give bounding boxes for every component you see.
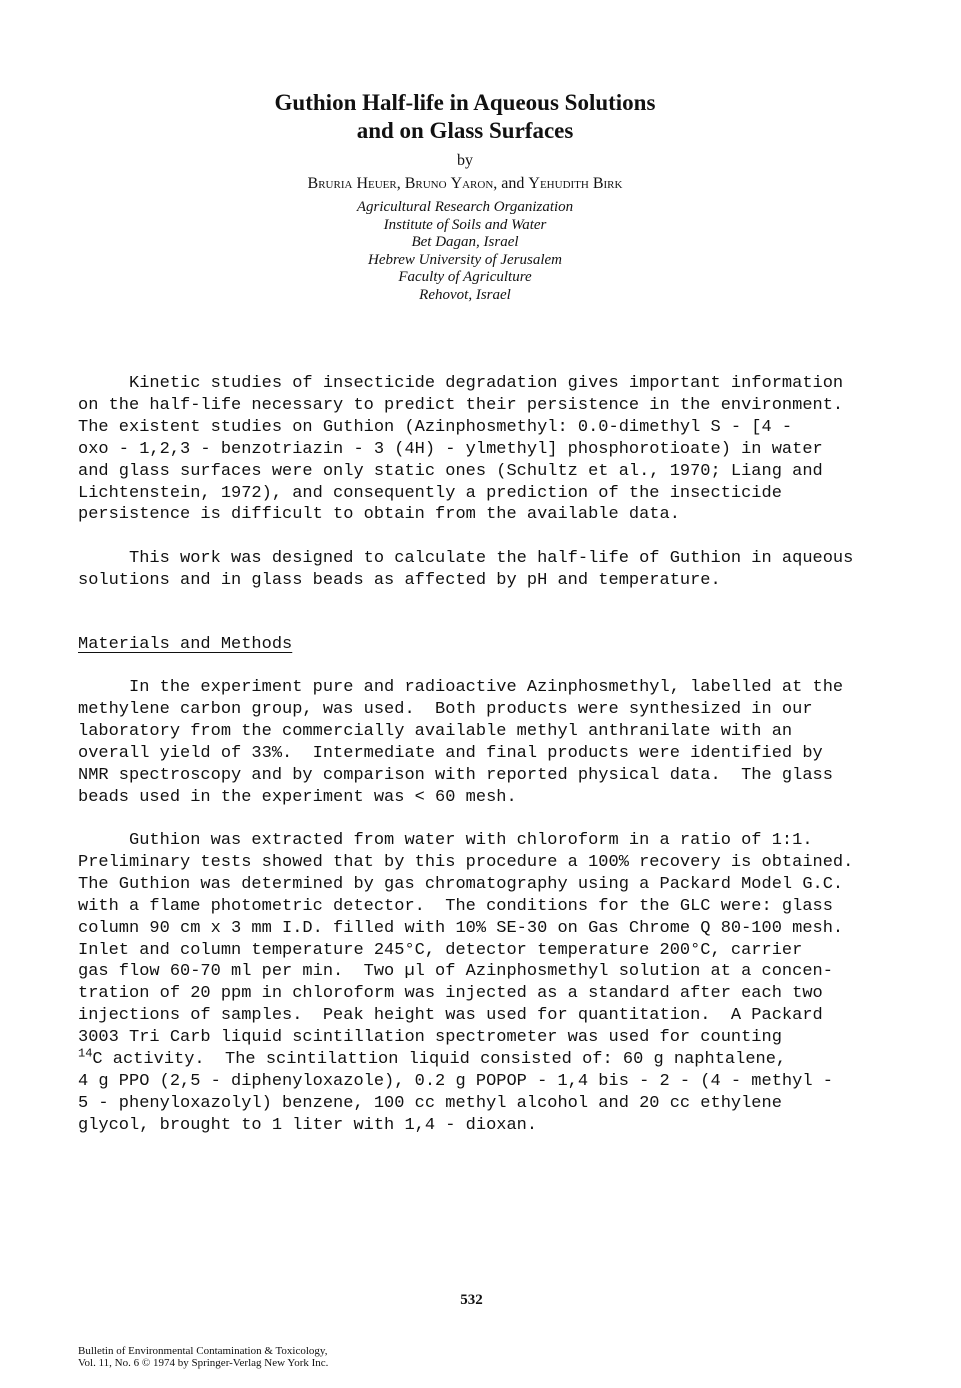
methods-paragraph-1: [78, 677, 908, 808]
affiliation-line: Institute of Soils and Water: [383, 216, 547, 233]
text-line: persistence is difficult to obtain from the available data.: [78, 505, 680, 525]
text-line: injections of samples. Peak height was used for quantitation. A Packard: [78, 1006, 823, 1026]
text-line: The existent studies on Guthion (Azinphosmethyl: 0.0-dimethyl S - [4 -: [78, 417, 793, 437]
text-line: Preliminary tests showed that by this procedure a 100% recovery is obtained.: [78, 852, 854, 872]
text-line: with a flame photometric detector. The conditions for the GLC were: glass: [78, 896, 833, 916]
text-line: In the experiment pure and radioactive Azinphosmethyl, labelled at the: [78, 678, 844, 697]
author-last-name: Heuer: [356, 175, 397, 192]
text-line: [78, 1046, 908, 1071]
text-line: oxo - 1,2,3 - benzotriazin - 3 (4H) - ylmethyl] phosphorotioate) in water: [78, 439, 823, 459]
text-line-content: C activity. The scintilattion liquid consisted of: 60 g naphtalene,: [92, 1050, 787, 1070]
affiliation-line: Bet Dagan, Israel: [411, 234, 519, 250]
text-line: overall yield of 33%. Intermediate and final products were identified by: [78, 743, 823, 763]
author-last-name: Yaron: [450, 175, 494, 192]
author-first-name: Bruno: [404, 175, 447, 192]
text-line: Lichtenstein, 1972), and consequently a prediction of the insecticide: [78, 483, 782, 503]
byline: by: [457, 152, 473, 169]
affiliation-line: Faculty of Agriculture: [398, 269, 532, 285]
text-line: NMR spectroscopy and by comparison with reported physical data. The glass: [78, 765, 833, 785]
text-line: Inlet and column temperature 245°C, detector temperature 200°C, carrier: [78, 940, 803, 960]
isotope-superscript: 14: [78, 1046, 93, 1061]
text-line: on the half-life necessary to predict their persistence in the environment.: [78, 395, 844, 415]
title-line-2: and on Glass Surfaces: [356, 118, 574, 143]
footer-line-2: Vol. 11, No. 6 © 1974 by Springer-Verlag New York Inc.: [78, 1357, 329, 1369]
text-line: 5 - phenyloxazolyl) benzene, 100 cc methyl alcohol and 20 cc ethylene: [78, 1093, 782, 1113]
author-separator: ,: [396, 175, 405, 192]
affiliations: [0, 199, 930, 304]
methods-paragraph-2: [78, 830, 908, 1137]
title-line-1: Guthion Half-life in Aqueous Solutions: [274, 90, 656, 115]
text-line: methylene carbon group, was used. Both products were synthesized in our: [78, 699, 813, 719]
text-line: This work was designed to calculate the half-life of Guthion in aqueous: [78, 549, 854, 568]
text-line: laboratory from the commercially available methyl anthranilate with an: [78, 721, 793, 741]
text-line: and glass surfaces were only static ones (Schultz et al., 1970; Liang and: [78, 461, 823, 481]
author-last-name: Birk: [592, 175, 623, 192]
journal-footer: [78, 1345, 328, 1369]
author-list: [0, 174, 930, 194]
author-first-name: Bruria: [307, 175, 353, 192]
author-separator: , and: [493, 175, 529, 192]
section-heading: Materials and Methods: [78, 635, 293, 654]
author-first-name: Yehudith: [528, 175, 589, 192]
text-line: Guthion was extracted from water with chloroform in a ratio of 1:1.: [78, 831, 813, 850]
affiliation-line: Agricultural Research Organization: [356, 199, 574, 215]
text-line: beads used in the experiment was < 60 mesh.: [78, 787, 517, 807]
footer-line-1: Bulletin of Environmental Contamination & Toxicology,: [78, 1345, 328, 1357]
page-number: 532: [460, 1292, 483, 1308]
text-line: The Guthion was determined by gas chromatography using a Packard Model G.C.: [78, 874, 844, 894]
text-line: gas flow 60-70 ml per min. Two µl of Azinphosmethyl solution at a concen-: [78, 962, 833, 982]
affiliation-line: Hebrew University of Jerusalem: [368, 251, 562, 268]
article-title: [0, 89, 930, 145]
text-line: 3003 Tri Carb liquid scintillation spectrometer was used for counting: [78, 1028, 782, 1048]
text-line: tration of 20 ppm in chloroform was injected as a standard after each two: [78, 984, 823, 1004]
intro-paragraph-1: [78, 373, 908, 526]
text-line: 4 g PPO (2,5 - diphenyloxazole), 0.2 g POPOP - 1,4 bis - 2 - (4 - methyl -: [78, 1071, 833, 1091]
affiliation-line: Rehovot, Israel: [419, 286, 511, 303]
text-line: solutions and in glass beads as affected by pH and temperature.: [78, 570, 721, 590]
text-line: Kinetic studies of insecticide degradation gives important information: [78, 374, 844, 393]
text-line: glycol, brought to 1 liter with 1,4 - dioxan.: [78, 1115, 538, 1135]
text-line: column 90 cm x 3 mm I.D. filled with 10% SE-30 on Gas Chrome Q 80-100 mesh.: [78, 918, 844, 938]
intro-paragraph-2: [78, 548, 908, 592]
